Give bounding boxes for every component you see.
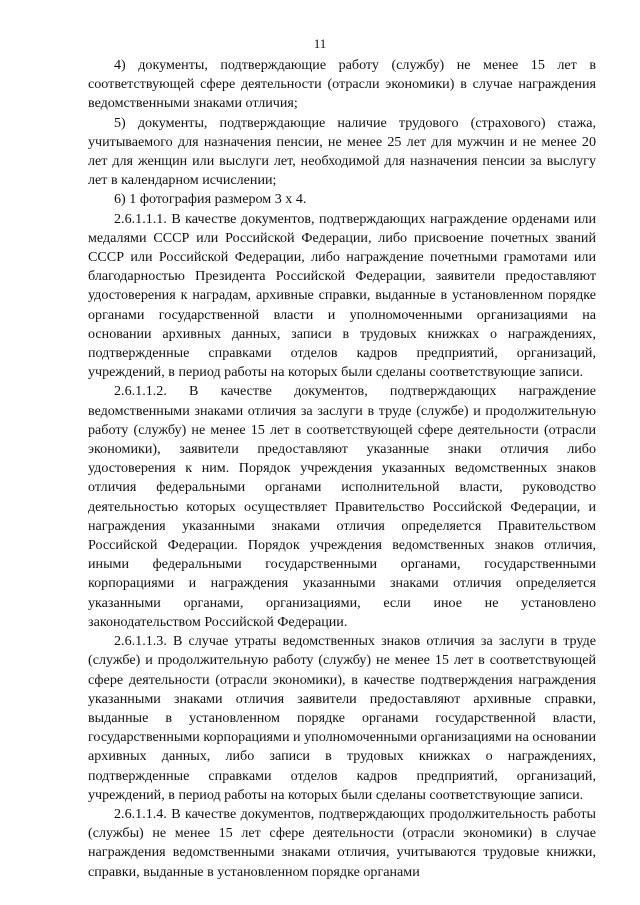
paragraph-item-4: 4) документы, подтверждающие работу (службу) не менее 15 лет в соответствующей сфере деятельности (отрасли экономики) в случае награждения ведомственными знаками отличия;: [88, 57, 596, 112]
page-number: 11: [313, 36, 327, 51]
paragraph-2-6-1-1-1: 2.6.1.1.1. В качестве документов, подтверждающих награждение орденами или медалями СССР или Российской Федерации, либо присвоение почетных званий СССР или Российской Федерации, либо награждение почетными грамотами или благодарностью Президента Российской Федерации, заявители предоставляют удостоверения к наградам, архивные справки, выданные в установленном порядке органами государственной власти и уполномоченными организациями на основании архивных данных, записи в трудовых книжках о награждениях, подтвержденные справками отделов кадров предприятий, организаций, учреждений, в период работы на которых были сделаны соответствующие записи.: [88, 210, 596, 381]
paragraph-item-6: 6) 1 фотография размером 3 х 4.: [114, 191, 307, 208]
document-body: [88, 56, 596, 882]
paragraph-2-6-1-1-4: 2.6.1.1.4. В качестве документов, подтверждающих продолжительность работы (службы) не менее 15 лет сфере деятельности (отрасли экономики) в случае награждения ведомственными знаками отличия, учитываются трудовые книжки, справки, выданные в установленном порядке органами: [88, 805, 596, 880]
paragraph-2-6-1-1-3: 2.6.1.1.3. В случае утраты ведомственных знаков отличия за заслуги в труде (службе) и продолжительную работу (службу) не менее 15 лет в соответствующей сфере деятельности (отрасли экономики), в качестве подтверждения награждения указанными знаками отличия заявители предоставляют архивные справки, выданные в установленном порядке органами государственной власти, государственными корпорациями и уполномоченными организациями на основании архивных данных, либо записи в трудовых книжках о награждениях, подтвержденные справками отделов кадров предприятий, организаций, учреждений, в период работы на которых были сделаны соответствующие записи.: [88, 633, 596, 803]
paragraph-2-6-1-1-2: 2.6.1.1.2. В качестве документов, подтверждающих награждение ведомственными знаками отличия за заслуги в труде (службе) и продолжительную работу (службу) не менее 15 лет в соответствующей сфере деятельности (отрасли экономики), заявители предоставляют указанные знаки отличия либо удостоверения к ним. Порядок учреждения указанных ведомственных знаков отличия федеральными органами исполнительной власти, руководство деятельностью которых осуществляет Правительство Российской Федерации, и награждения указанными знаками отличия определяется Правительством Российской Федерации. Порядок учреждения ведомственных знаков отличия, иными федеральными государственными органами, государственными корпорациями и награждения указанными знаками отличия определяется указанными органами, организациями, если иное не установлено законодательством Российской Федерации.: [88, 383, 596, 630]
paragraph-item-5: 5) документы, подтверждающие наличие трудового (страхового) стажа, учитываемого для назначения пенсии, не менее 25 лет для мужчин и не менее 20 лет для женщин или выслуги лет, необходимой для назначения пенсии за выслугу лет в календарном исчислении;: [88, 114, 596, 189]
